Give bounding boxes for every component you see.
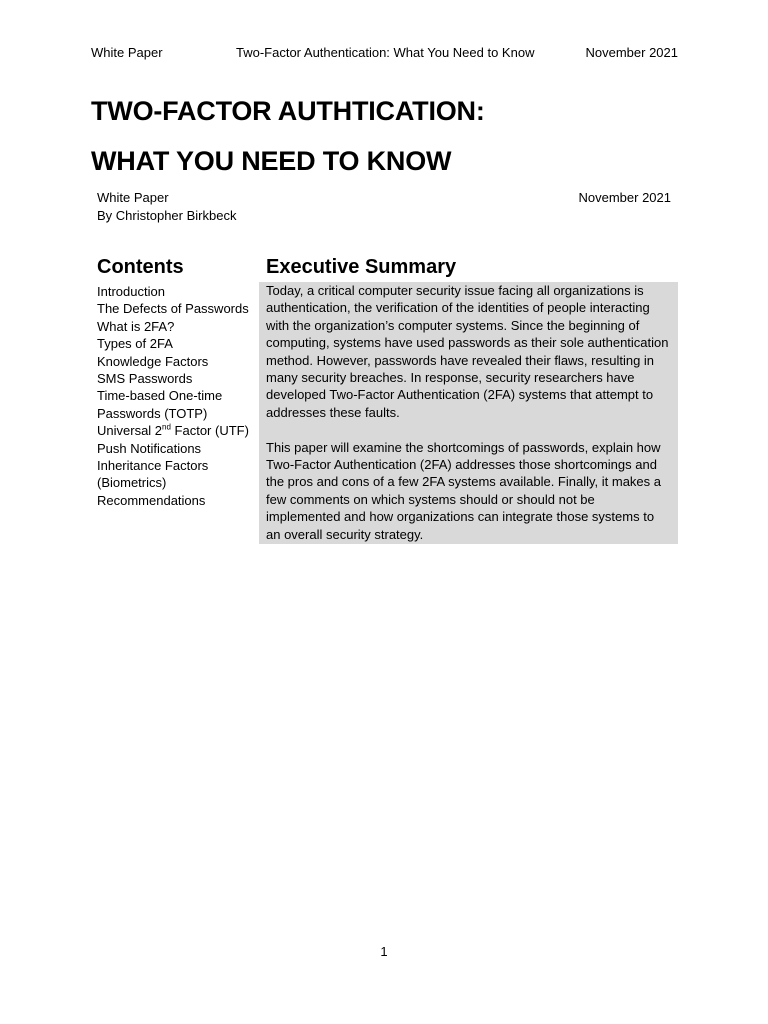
document-title-line-2: WHAT YOU NEED TO KNOW bbox=[91, 146, 452, 176]
document-title-line-1: TWO-FACTOR AUTHTICATION: bbox=[91, 96, 485, 126]
contents-item-what-is-2fa[interactable]: What is 2FA? bbox=[97, 318, 175, 334]
executive-summary bbox=[259, 255, 678, 544]
contents-item-knowledge-factors[interactable]: Knowledge Factors bbox=[97, 353, 209, 369]
page-header bbox=[91, 45, 678, 63]
page-number: 1 bbox=[380, 944, 388, 959]
summary-paragraph-2: This paper will examine the shortcomings of passwords, explain how Two-Factor Authentication (2FA) addresses those shortcomings and the pros and cons of a few 2FA systems available. Finally, it makes a few comments on which systems should or should not be implemented and how organizations can integrate those systems to an overall security strategy. bbox=[266, 439, 662, 542]
contents-item-inheritance-factors-line-1[interactable]: Inheritance Factors bbox=[97, 458, 209, 474]
contents-list bbox=[97, 283, 257, 509]
summary-paragraph-1: Today, a critical computer security issue facing all organizations is authentication, the verification of the identities of people interacting with the organization’s computer systems. Since the beginning of computing, systems have used passwords as their sole authentication method. However, passwords have revealed their flaws, resulting in many security breaches. In response, security researchers have developed Two-Factor Authentication (2FA) systems that attempt to addresses these faults. bbox=[266, 283, 669, 420]
contents-item-push-notifications[interactable]: Push Notifications bbox=[97, 440, 202, 456]
contents-heading: Contents bbox=[97, 256, 184, 278]
contents-item-defects-of-passwords[interactable]: The Defects of Passwords bbox=[97, 301, 249, 317]
utf-superscript: nd bbox=[162, 422, 171, 432]
contents-item-totp-line-2[interactable]: Passwords (TOTP) bbox=[97, 405, 208, 421]
contents-item-totp-line-1[interactable]: Time-based One-time bbox=[97, 388, 223, 404]
utf-label-suffix: Factor (UTF) bbox=[170, 423, 249, 439]
contents-item-types-of-2fa[interactable]: Types of 2FA bbox=[97, 336, 173, 352]
meta-author: By Christopher Birkbeck bbox=[97, 207, 237, 223]
table-of-contents bbox=[97, 255, 257, 509]
contents-item-introduction[interactable]: Introduction bbox=[97, 284, 165, 299]
meta-type: White Paper bbox=[97, 190, 169, 205]
header-doc-title: Two-Factor Authentication: What You Need to Know bbox=[236, 45, 535, 60]
contents-item-inheritance-factors-line-2[interactable]: (Biometrics) bbox=[97, 475, 167, 491]
contents-item-utf[interactable] bbox=[97, 422, 257, 439]
contents-item-sms-passwords[interactable]: SMS Passwords bbox=[97, 371, 193, 387]
utf-label-prefix: Universal 2 bbox=[97, 423, 163, 439]
contents-item-recommendations[interactable]: Recommendations bbox=[97, 492, 206, 508]
summary-heading: Executive Summary bbox=[266, 256, 457, 278]
meta-date: November 2021 bbox=[578, 190, 671, 205]
summary-box bbox=[259, 282, 678, 544]
header-doc-type: White Paper bbox=[91, 45, 163, 60]
header-date: November 2021 bbox=[585, 45, 678, 60]
